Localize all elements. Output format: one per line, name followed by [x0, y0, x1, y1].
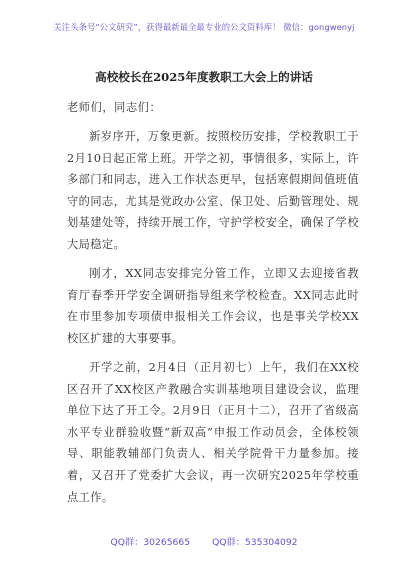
paragraph-2-text: 刚才，XX同志安排完分管工作，立即又去迎接省教育厅春季开学安全调研指导组来学校检查。XX同志此时在市里参加专项债申报相关工作会议，也是事关学校XX校区扩建的大事要事。: [67, 267, 359, 345]
document-title: 高校校长在2025年度教职工大会上的讲话: [95, 70, 313, 84]
paragraph-1: [67, 126, 359, 256]
paragraph-3: [67, 357, 359, 508]
footer-qq-1: QQ群：30265665: [110, 537, 191, 548]
header-note: 关注头条号“公文研究”，获得最新最全最专业的公文资料库！ 微信：gongwenyj: [53, 22, 355, 32]
footer-qq-2: QQ群：535304092: [212, 537, 298, 548]
paragraph-1-text: 新岁序开，万象更新。按照校历安排，学校教职工于2月10日起正常上班。开学之初，事情很多，实际上，许多部门和同志，进入工作状态更早，包括寒假期间值班值守的同志，尤其是党政办公室、保卫处、后勤管理处、规划基建处等，持续开展工作，守护学校安全，确保了学校大局稳定。: [67, 130, 359, 251]
salutation: 老师们，同志们：: [67, 101, 162, 114]
paragraph-2: [67, 263, 359, 349]
paragraph-3-text: 开学之前，2月4日（正月初七）上午，我们在XX校区召开了XX校区产教融合实训基地项目建设会议，监理单位下达了开工令。2月9日（正月十二），召开了省级高水平专业群验收暨“新双高”申报工作动员会，全体校领导、职能教辅部门负责人、相关学院骨干力量参加。接着，又召开了党委扩大会议，再一次研究2025年学校重点工作。: [67, 361, 359, 504]
footer-contact: [0, 534, 408, 548]
